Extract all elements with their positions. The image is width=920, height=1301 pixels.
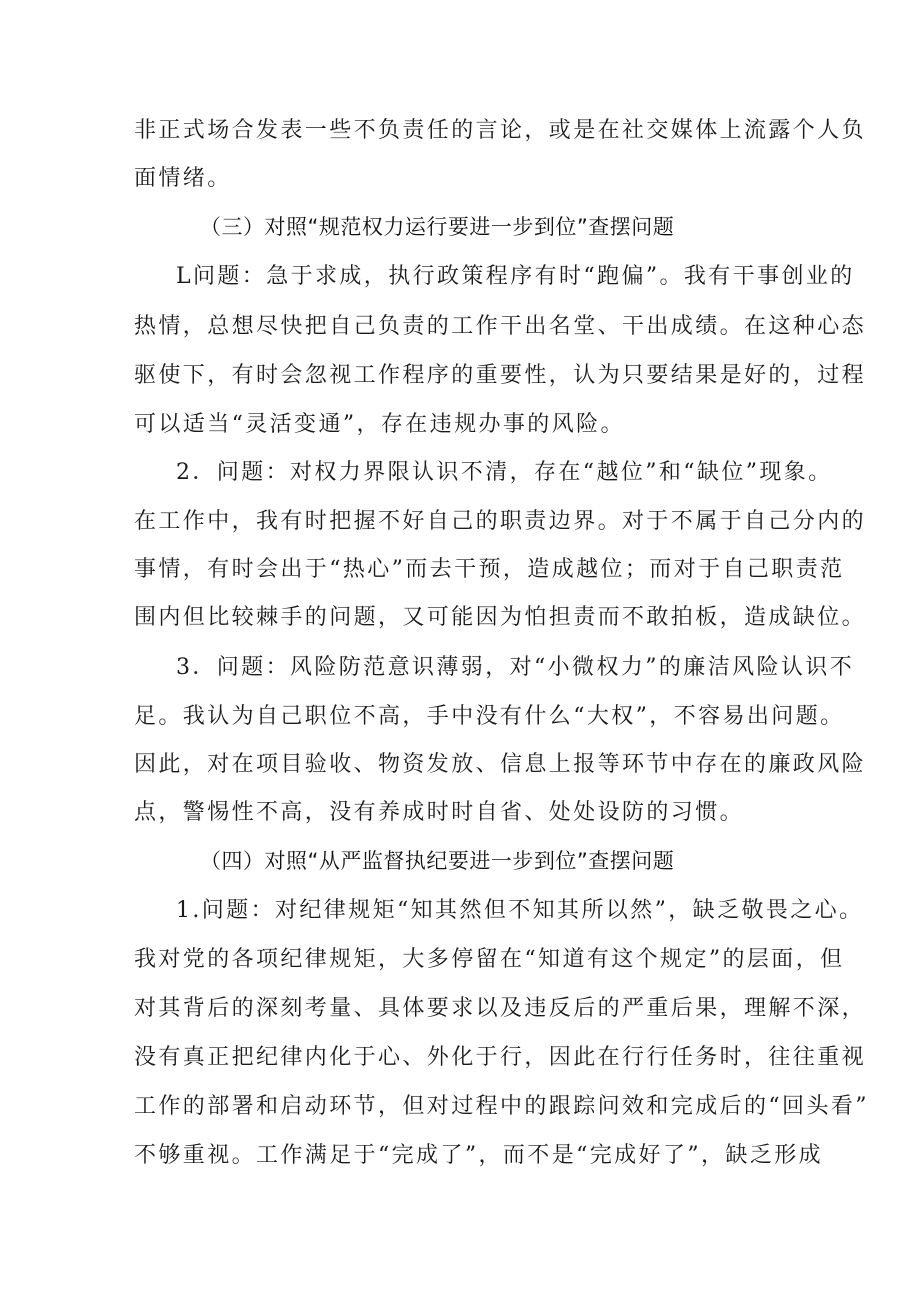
body-line: 非正式场合发表一些不负责任的言论，或是在社交媒体上流露个人负	[134, 118, 867, 143]
section-heading-3: （三）对照“规范权力运行要进一步到位”查摆问题	[200, 215, 675, 239]
body-line: 点，警惕性不高，没有养成时时自省、处处设防的习惯。	[134, 800, 745, 825]
body-line: 对其背后的深刻考量、具体要求以及违反后的严重后果，理解不深，	[134, 996, 867, 1021]
section-heading-4: （四）对照“从严监督执纪要进一步到位”查摆问题	[200, 849, 675, 873]
body-line: 在工作中，我有时把握不好自己的职责边界。对于不属于自己分内的	[134, 509, 867, 534]
problem-2-line: 2．问题：对权力界限认识不清，存在“越位”和“缺位”现象。	[176, 460, 833, 485]
problem-1-line: L问题：急于求成，执行政策程序有时“跑偏”。我有干事创业的	[176, 264, 855, 289]
body-line: 工作的部署和启动环节，但对过程中的跟踪问效和完成后的“回头看”	[134, 1094, 869, 1119]
body-line: 驱使下，有时会忽视工作程序的重要性，认为只要结果是好的，过程	[134, 363, 867, 388]
body-line: 我对党的各项纪律规矩，大多停留在“知道有这个规定”的层面，但	[134, 947, 845, 972]
body-line: 可以适当“灵活变通”，存在违规办事的风险。	[134, 412, 625, 437]
body-line: 不够重视。工作满足于“完成了”，而不是“完成好了”，缺乏形成	[134, 1143, 823, 1168]
body-line: 围内但比较棘手的问题，又可能因为怕担责而不敢拍板，造成缺位。	[134, 605, 867, 630]
body-line: 事情，有时会出于“热心”而去干预，造成越位；而对于自己职责范	[134, 557, 845, 582]
body-line: 足。我认为自己职位不高，手中没有什么“大权”，不容易出问题。	[134, 704, 845, 729]
problem-4-1-line: 1.问题：对纪律规矩“知其然但不知其所以然”，缺乏敬畏之心。	[176, 898, 864, 923]
body-line: 面情绪。	[134, 166, 232, 191]
body-line: 没有真正把纪律内化于心、外化于行，因此在行行任务时，往往重视	[134, 1045, 867, 1070]
body-line: 因此，对在项目验收、物资发放、信息上报等环节中存在的廉政风险	[134, 752, 867, 777]
problem-3-line: 3．问题：风险防范意识薄弱，对“小微权力”的廉洁风险认识不	[176, 655, 855, 680]
body-line: 热情，总想尽快把自己负责的工作干出名堂、干出成绩。在这种心态	[134, 314, 867, 339]
